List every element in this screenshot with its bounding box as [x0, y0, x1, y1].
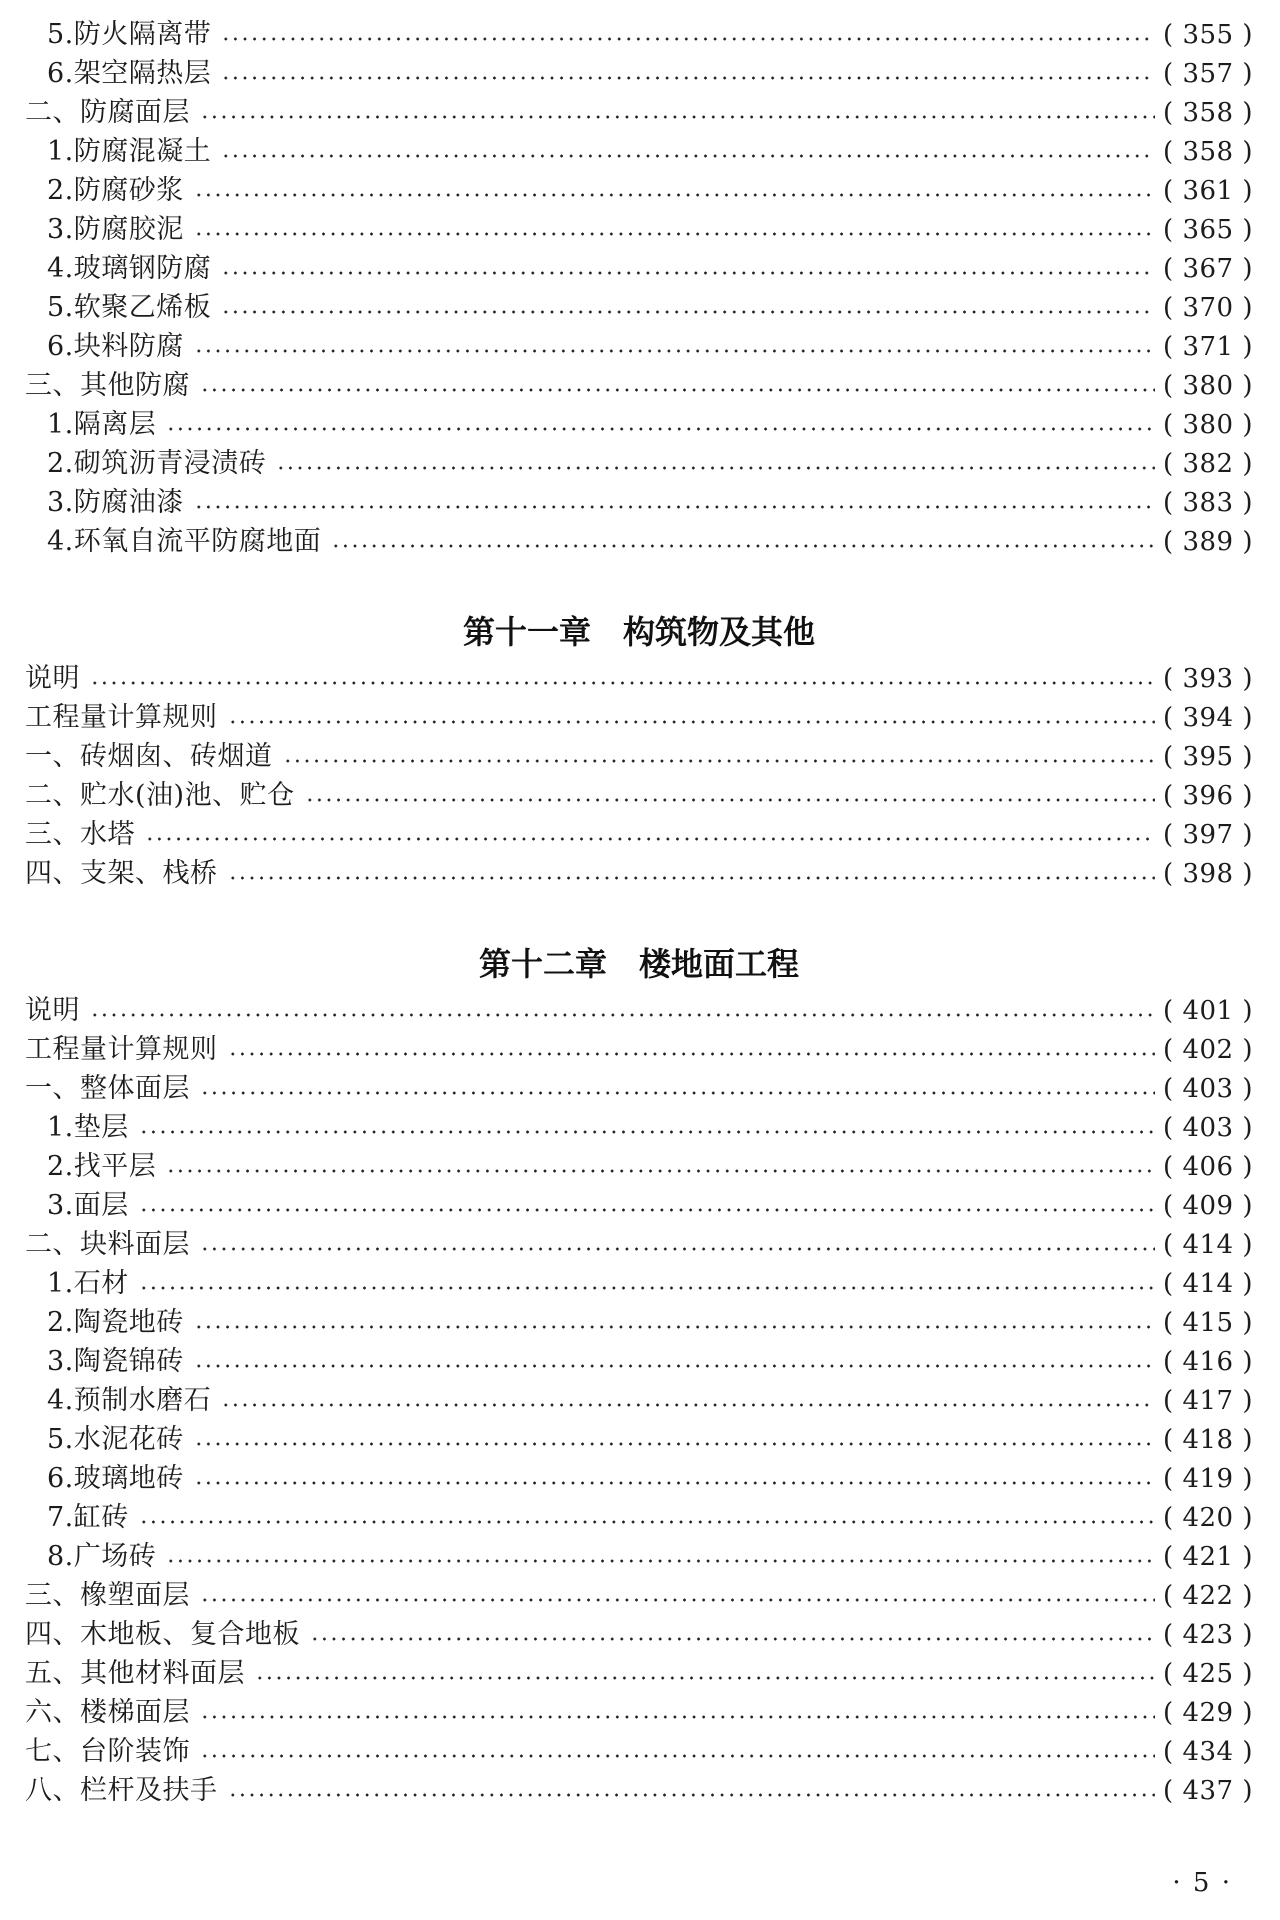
entry-page-number: ( 403 )	[1163, 1074, 1253, 1104]
dot-leader	[331, 522, 1155, 561]
dot-leader	[166, 405, 1155, 444]
entry-title: 2.找平层	[47, 1151, 157, 1182]
toc-entry	[25, 1108, 1253, 1147]
entry-title: 4.预制水磨石	[47, 1385, 212, 1416]
dot-leader	[283, 737, 1156, 776]
toc-entry	[25, 1069, 1253, 1108]
dot-leader	[276, 444, 1155, 483]
entry-title: 2.砌筑沥青浸渍砖	[47, 448, 267, 479]
entry-title: 6.玻璃地砖	[47, 1463, 184, 1494]
entry-page-number: ( 394 )	[1163, 703, 1253, 733]
entry-page-number: ( 402 )	[1163, 1035, 1253, 1065]
entry-title: 3.防腐胶泥	[47, 214, 184, 245]
entry-title: 3.防腐油漆	[47, 487, 184, 518]
dot-leader	[228, 854, 1156, 893]
dot-leader	[228, 698, 1156, 737]
entry-page-number: ( 396 )	[1163, 781, 1253, 811]
toc-entry	[25, 1186, 1253, 1225]
toc-entry	[25, 522, 1253, 561]
dot-leader	[200, 366, 1155, 405]
entry-page-number: ( 370 )	[1163, 293, 1253, 323]
entry-page-number: ( 423 )	[1163, 1620, 1253, 1650]
dot-leader	[200, 1732, 1155, 1771]
dot-leader	[139, 1108, 1155, 1147]
entry-page-number: ( 357 )	[1163, 59, 1253, 89]
dot-leader	[255, 1654, 1155, 1693]
entry-page-number: ( 420 )	[1163, 1503, 1253, 1533]
toc-entry	[25, 54, 1253, 93]
entry-title: 一、整体面层	[25, 1073, 190, 1104]
entry-title: 工程量计算规则	[25, 702, 218, 733]
entry-title: 2.防腐砂浆	[47, 175, 184, 206]
entry-page-number: ( 383 )	[1163, 488, 1253, 518]
entry-page-number: ( 422 )	[1163, 1581, 1253, 1611]
toc-entry	[25, 1342, 1253, 1381]
chapter-heading: 第十一章 构筑物及其他	[462, 613, 815, 651]
toc-entry	[25, 1537, 1253, 1576]
dot-leader	[221, 15, 1155, 54]
toc-entry	[25, 210, 1253, 249]
toc-entry	[25, 737, 1253, 776]
entry-title: 1.防腐混凝土	[47, 136, 212, 167]
entry-page-number: ( 401 )	[1163, 996, 1253, 1026]
dot-leader	[200, 1225, 1155, 1264]
entry-page-number: ( 406 )	[1163, 1152, 1253, 1182]
chapter-heading: 第十二章 楼地面工程	[478, 945, 799, 983]
dot-leader	[221, 288, 1155, 327]
dot-leader	[194, 1420, 1155, 1459]
page-number-footer: · 5 ·	[1172, 1868, 1232, 1898]
entry-title: 1.石材	[47, 1268, 129, 1299]
dot-leader	[228, 1771, 1156, 1810]
entry-title: 3.面层	[47, 1190, 129, 1221]
entry-page-number: ( 389 )	[1163, 527, 1253, 557]
entry-page-number: ( 421 )	[1163, 1542, 1253, 1572]
entry-title: 4.环氧自流平防腐地面	[47, 526, 322, 557]
entry-title: 二、防腐面层	[25, 97, 190, 128]
entry-title: 六、楼梯面层	[25, 1697, 190, 1728]
toc-entry	[25, 1381, 1253, 1420]
toc-entry	[25, 776, 1253, 815]
toc-entry	[25, 1771, 1253, 1810]
entry-title: 七、台阶装饰	[25, 1736, 190, 1767]
entry-title: 3.陶瓷锦砖	[47, 1346, 184, 1377]
toc-entry	[25, 1264, 1253, 1303]
entry-title: 二、贮水(油)池、贮仓	[25, 780, 295, 811]
entry-page-number: ( 425 )	[1163, 1659, 1253, 1689]
entry-title: 7.缸砖	[47, 1502, 129, 1533]
dot-leader	[200, 1576, 1155, 1615]
entry-page-number: ( 415 )	[1163, 1308, 1253, 1338]
entry-title: 一、砖烟囱、砖烟道	[25, 741, 273, 772]
dot-leader	[194, 483, 1155, 522]
entry-page-number: ( 380 )	[1163, 410, 1253, 440]
entry-title: 5.软聚乙烯板	[47, 292, 212, 323]
dot-leader	[194, 327, 1155, 366]
toc-entry	[25, 1654, 1253, 1693]
entry-page-number: ( 434 )	[1163, 1737, 1253, 1767]
dot-leader	[145, 815, 1155, 854]
toc-entry	[25, 444, 1253, 483]
entry-page-number: ( 419 )	[1163, 1464, 1253, 1494]
entry-title: 1.垫层	[47, 1112, 129, 1143]
toc-entry	[25, 659, 1253, 698]
entry-title: 6.块料防腐	[47, 331, 184, 362]
toc-entry	[25, 1030, 1253, 1069]
toc-entry	[25, 249, 1253, 288]
entry-page-number: ( 365 )	[1163, 215, 1253, 245]
toc-entry	[25, 1420, 1253, 1459]
entry-title: 1.隔离层	[47, 409, 157, 440]
entry-page-number: ( 371 )	[1163, 332, 1253, 362]
toc-entry	[25, 854, 1253, 893]
entry-page-number: ( 414 )	[1163, 1230, 1253, 1260]
entry-title: 8.广场砖	[47, 1541, 157, 1572]
dot-leader	[200, 1693, 1155, 1732]
entry-page-number: ( 380 )	[1163, 371, 1253, 401]
dot-leader	[194, 1342, 1155, 1381]
entry-title: 五、其他材料面层	[25, 1658, 245, 1689]
entry-title: 2.陶瓷地砖	[47, 1307, 184, 1338]
toc-entry	[25, 288, 1253, 327]
dot-leader	[194, 1459, 1155, 1498]
dot-leader	[221, 249, 1155, 288]
dot-leader	[228, 1030, 1156, 1069]
toc-entry	[25, 1303, 1253, 1342]
entry-page-number: ( 361 )	[1163, 176, 1253, 206]
dot-leader	[310, 1615, 1155, 1654]
toc-entry	[25, 405, 1253, 444]
entry-title: 三、其他防腐	[25, 370, 190, 401]
toc-entry	[25, 15, 1253, 54]
toc-entry	[25, 171, 1253, 210]
entry-page-number: ( 358 )	[1163, 98, 1253, 128]
dot-leader	[221, 1381, 1155, 1420]
entry-page-number: ( 398 )	[1163, 859, 1253, 889]
entry-page-number: ( 395 )	[1163, 742, 1253, 772]
entry-title: 三、橡塑面层	[25, 1580, 190, 1611]
entry-page-number: ( 437 )	[1163, 1776, 1253, 1806]
dot-leader	[166, 1537, 1155, 1576]
dot-leader	[221, 54, 1155, 93]
entry-page-number: ( 416 )	[1163, 1347, 1253, 1377]
entry-page-number: ( 403 )	[1163, 1113, 1253, 1143]
toc-entry	[25, 327, 1253, 366]
entry-title: 四、木地板、复合地板	[25, 1619, 300, 1650]
entry-title: 5.水泥花砖	[47, 1424, 184, 1455]
toc-entry	[25, 1693, 1253, 1732]
dot-leader	[166, 1147, 1155, 1186]
entry-title: 6.架空隔热层	[47, 58, 212, 89]
entry-title: 说明	[25, 663, 80, 694]
toc-entry	[25, 815, 1253, 854]
toc-entry	[25, 1615, 1253, 1654]
toc-entry	[25, 1225, 1253, 1264]
entry-title: 四、支架、栈桥	[25, 858, 218, 889]
entry-page-number: ( 393 )	[1163, 664, 1253, 694]
entry-page-number: ( 397 )	[1163, 820, 1253, 850]
entry-page-number: ( 409 )	[1163, 1191, 1253, 1221]
dot-leader	[200, 1069, 1155, 1108]
entry-page-number: ( 382 )	[1163, 449, 1253, 479]
entry-page-number: ( 418 )	[1163, 1425, 1253, 1455]
entry-page-number: ( 414 )	[1163, 1269, 1253, 1299]
toc-entry	[25, 698, 1253, 737]
entry-page-number: ( 417 )	[1163, 1386, 1253, 1416]
entry-title: 八、栏杆及扶手	[25, 1775, 218, 1806]
toc-entry	[25, 1147, 1253, 1186]
toc-entry	[25, 1459, 1253, 1498]
dot-leader	[139, 1264, 1155, 1303]
toc-entry	[25, 1498, 1253, 1537]
dot-leader	[90, 659, 1155, 698]
dot-leader	[90, 991, 1155, 1030]
dot-leader	[221, 132, 1155, 171]
dot-leader	[194, 210, 1155, 249]
entry-title: 三、水塔	[25, 819, 135, 850]
entry-title: 二、块料面层	[25, 1229, 190, 1260]
dot-leader	[305, 776, 1155, 815]
dot-leader	[139, 1498, 1155, 1537]
dot-leader	[200, 93, 1155, 132]
dot-leader	[194, 1303, 1155, 1342]
entry-page-number: ( 367 )	[1163, 254, 1253, 284]
toc-entry	[25, 132, 1253, 171]
toc-entry	[25, 93, 1253, 132]
toc-entry	[25, 366, 1253, 405]
dot-leader	[194, 171, 1155, 210]
dot-leader	[139, 1186, 1155, 1225]
toc-entry	[25, 991, 1253, 1030]
entry-page-number: ( 429 )	[1163, 1698, 1253, 1728]
toc-entry	[25, 1576, 1253, 1615]
toc-entry	[25, 1732, 1253, 1771]
entry-page-number: ( 355 )	[1163, 20, 1253, 50]
entry-title: 工程量计算规则	[25, 1034, 218, 1065]
entry-page-number: ( 358 )	[1163, 137, 1253, 167]
entry-title: 5.防火隔离带	[47, 19, 212, 50]
toc-entry	[25, 483, 1253, 522]
entry-title: 4.玻璃钢防腐	[47, 253, 212, 284]
entry-title: 说明	[25, 995, 80, 1026]
